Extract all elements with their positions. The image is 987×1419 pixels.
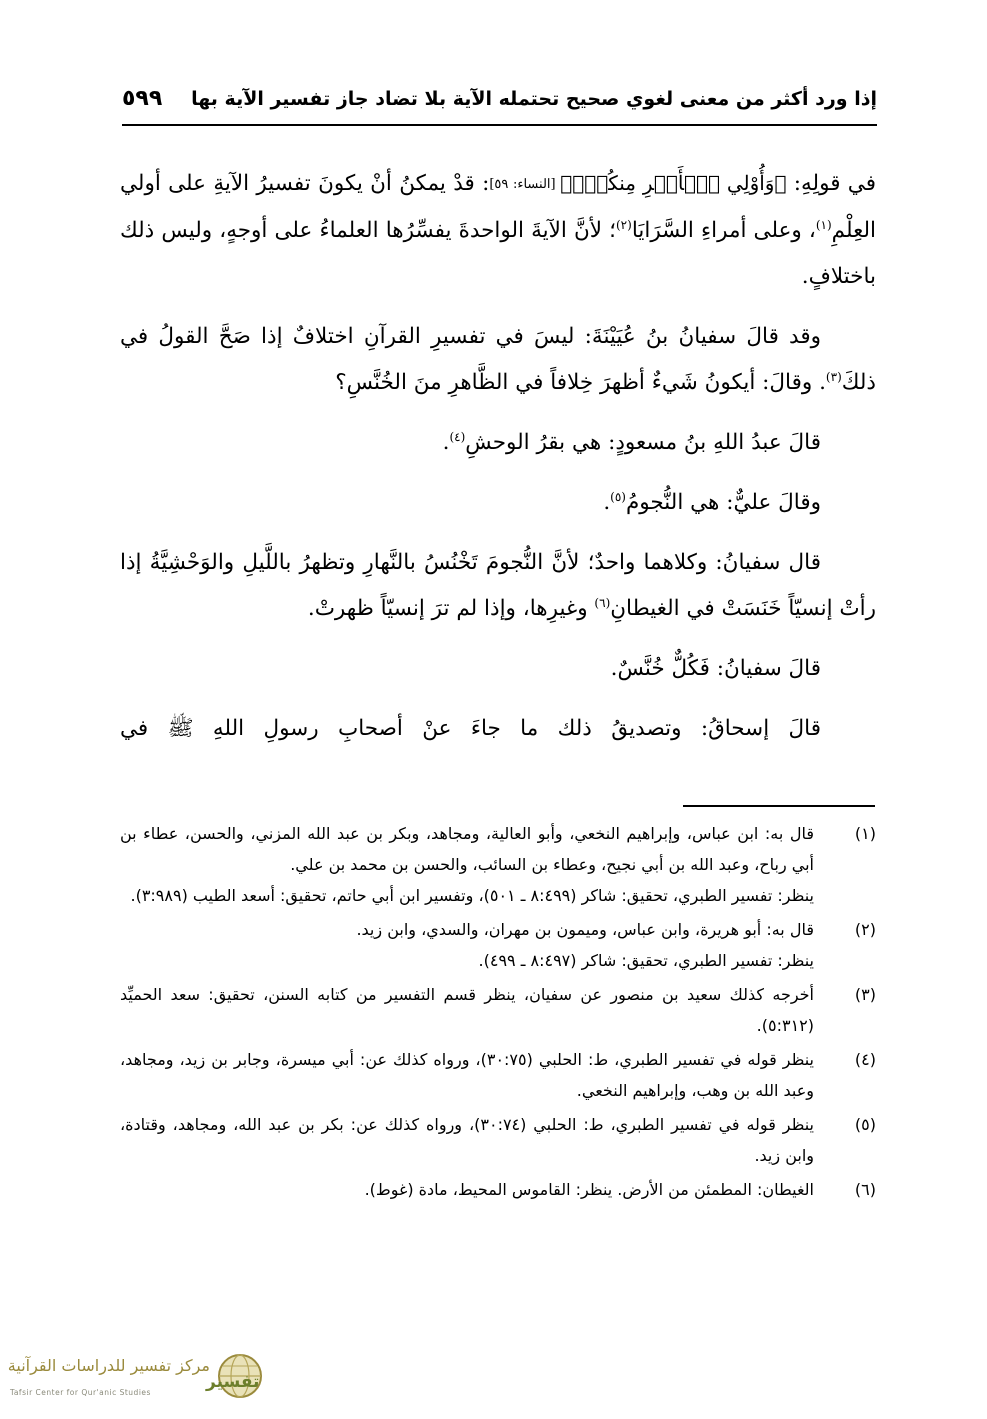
logo-english-name: Tafsir Center for Qur'anic Studies — [10, 1388, 151, 1397]
footnote-number: (٦) — [854, 1180, 876, 1199]
text-run: ؛ لأنَّ الآيةَ الواحدةَ يفسِّرُها العلماءُ على أوجهٍ، وليس ذلك باختلافٍ. — [120, 218, 876, 289]
paragraph-6: قالَ سفيانُ: فَكُلٌّ خُنَّسٌ. — [610, 656, 821, 681]
footnote-body — [120, 1174, 814, 1205]
footnote-number: (٣) — [854, 985, 876, 1004]
logo-arabic-name: مركز تفسير للدراسات القرآنية — [7, 1356, 210, 1375]
footnote-ref-4[interactable]: (٤) — [449, 429, 466, 444]
tafsir-center-logo — [6, 1352, 266, 1410]
footnote-ref-5[interactable]: (٥) — [610, 489, 626, 504]
footnote-ref-3[interactable]: (٣) — [825, 369, 842, 384]
verse-citation: [النساء: ٥٩] — [489, 177, 561, 192]
footnote-body — [120, 1044, 814, 1106]
text-run: وقد قالَ سفيانُ بنُ عُيَيْنَةَ: ليسَ في تفسيرِ القرآنِ اختلافٌ إذا صَحَّ القولُ في ذلكَ — [120, 324, 876, 395]
footnote-ref-6[interactable]: (٦) — [594, 595, 611, 610]
running-header — [122, 86, 877, 126]
text-run: . وقالَ: أيكونُ شَيءٌ أظهرَ خِلافاً في الظَّاهرِ منَ الخُنَّسِ؟ — [335, 370, 826, 395]
footnote-ref-2[interactable]: (٢) — [615, 217, 632, 232]
footnote-separator — [683, 805, 875, 807]
footnote-line: ينظر: تفسير الطبري، تحقيق: شاكر (٨:٤٩٧ ـ ٤٩٩). — [478, 951, 814, 970]
footnote-4 — [120, 1044, 876, 1106]
paragraph-4 — [120, 480, 876, 526]
text-run: . — [603, 490, 611, 515]
footnote-line: قال به: ابن عباس، وإبراهيم النخعي، وأبو العالية، ومجاهد، وبكر بن عبد الله المزني، والحسن، عطاء بن أبي رباح، وعبد الله بن أبي نجيح، وعطاء بن السائب، والحسن بن محمد بن علي. — [120, 824, 814, 874]
header-rule — [122, 124, 877, 126]
text-run: قال سفيانُ: وكلاهما واحدٌ؛ لأنَّ النُّجومَ تَخْنُسُ بالنَّهارِ وتظهرُ باللَّيلِ والوَحْشِيَّةُ إذا رأتْ إنسيّاً خَنَسَتْ في الغيطانِ — [120, 550, 876, 621]
footnote-line: أخرجه كذلك سعيد بن منصور عن سفيان، ينظر قسم التفسير من كتابه السنن، تحقيق: سعد الحميِّد (٥:٣١٢). — [120, 985, 814, 1035]
text-run: ، وعلى أمراءِ السَّرَايَا — [631, 218, 816, 243]
footnote-number: (٢) — [854, 920, 876, 939]
text-run: : قدْ يمكنُ أنْ يكونَ تفسيرُ الآيةِ على أولي العِلْمِ — [120, 171, 876, 243]
chapter-title: إذا ورد أكثر من معنى لغوي صحيح تحتمله الآية بلا تضاد جاز تفسير الآية بها — [191, 88, 877, 110]
paragraph-3 — [120, 420, 876, 466]
paragraph-2 — [120, 314, 876, 406]
footnote-5 — [120, 1109, 876, 1171]
paragraph-1 — [120, 160, 876, 300]
footnotes — [120, 818, 876, 1208]
text-run: وقالَ عليٌّ: هي النُّجومُ — [625, 490, 821, 515]
footnote-line: ينظر قوله في تفسير الطبري، ط: الحلبي (٣٠:٧٤)، ورواه كذلك عن: بكر بن عبد الله، ومجاهد، وقتادة، وابن زيد. — [120, 1115, 815, 1165]
footnote-3 — [120, 979, 876, 1041]
paragraph-7: قالَ إسحاقُ: وتصديقُ ذلك ما جاءَ عنْ أصحابِ رسولِ اللهِ ﷺ في — [120, 716, 821, 741]
footnote-line: ينظر قوله في تفسير الطبري، ط: الحلبي (٣٠:٧٥)، ورواه كذلك عن: أبي ميسرة، وجابر بن زيد، ومجاهد، وعبد الله بن وهب، وإبراهيم النخعي. — [120, 1050, 814, 1100]
footnote-ref-1[interactable]: (١) — [815, 217, 832, 232]
footnote-2 — [120, 914, 876, 976]
footnote-body — [120, 1109, 814, 1171]
footnote-6 — [120, 1174, 876, 1205]
page-number: ٥٩٩ — [122, 86, 163, 111]
footnote-body — [120, 818, 814, 911]
footnote-number: (٥) — [854, 1115, 876, 1134]
footnote-line: قال به: أبو هريرة، وابن عباس، وميمون بن مهران، والسدي، وابن زيد. — [356, 920, 814, 939]
footnote-1 — [120, 818, 876, 911]
footnote-body — [120, 914, 814, 976]
quran-verse: ﴿وَأُوْلِي ٱلۡأَمۡرِ مِنكُمۡۖ﴾ — [560, 171, 787, 195]
footnote-number: (١) — [854, 824, 876, 843]
logo-wordmark: تفسير — [206, 1372, 260, 1392]
text-run: . — [442, 430, 450, 455]
footnote-number: (٤) — [854, 1050, 876, 1069]
text-run: في قولِهِ: — [786, 171, 876, 196]
footnote-line: الغيطان: المطمئن من الأرض. ينظر: القاموس المحيط، مادة (غوط). — [364, 1180, 814, 1199]
text-run: وغيرِها، وإذا لم ترَ إنسيّاً ظهرتْ. — [307, 596, 595, 621]
footnote-body — [120, 979, 814, 1041]
text-run: قالَ عبدُ اللهِ بنُ مسعودٍ: هي بقرُ الوحشِ — [465, 430, 821, 455]
footnote-line: ينظر: تفسير الطبري، تحقيق: شاكر (٨:٤٩٩ ـ ٥٠١)، وتفسير ابن أبي حاتم، تحقيق: أسعد الطيب (٣:٩٨٩). — [130, 886, 814, 905]
main-text — [120, 160, 876, 766]
paragraph-5 — [120, 540, 876, 632]
